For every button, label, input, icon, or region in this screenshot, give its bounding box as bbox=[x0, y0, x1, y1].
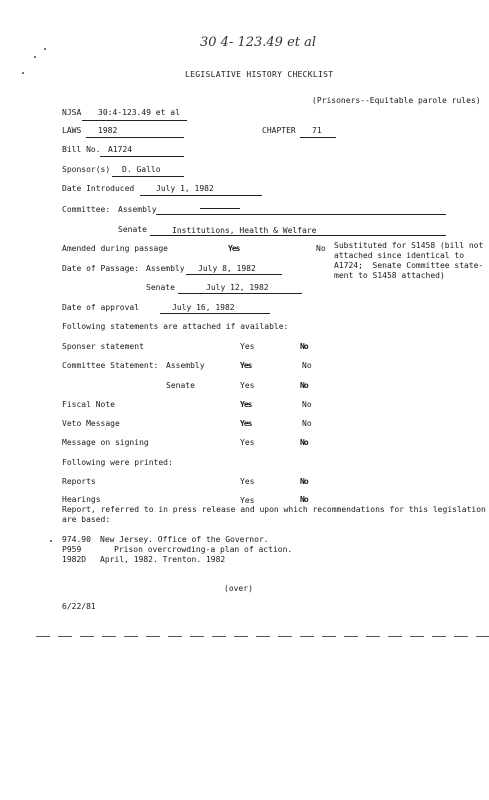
date-introduced-label: Date Introduced bbox=[62, 184, 135, 193]
approval-label: Date of approval bbox=[62, 303, 140, 312]
call-number-1: 974.90 bbox=[62, 535, 91, 544]
chapter-underline bbox=[300, 137, 336, 138]
statement-no-struck: No bbox=[300, 381, 308, 390]
call-number-2: P959 bbox=[62, 545, 82, 554]
statement-sub-label: Assembly bbox=[166, 361, 205, 370]
passage-assembly-label: Assembly bbox=[146, 264, 185, 273]
statement-label: Sponser statement bbox=[62, 342, 144, 351]
dash-segment bbox=[190, 636, 204, 637]
citation-line-3: April, 1982. Trenton. 1982 bbox=[100, 555, 226, 564]
statement-yes: Yes bbox=[240, 438, 255, 447]
scan-speck bbox=[50, 540, 52, 542]
dash-segment bbox=[410, 636, 424, 637]
statement-yes-struck: Yes bbox=[240, 400, 252, 409]
senate-committee-value: Institutions, Health & Welfare bbox=[172, 226, 317, 235]
date-introduced-underline bbox=[140, 195, 262, 196]
laws-value: 1982 bbox=[98, 126, 118, 135]
statement-no: No bbox=[302, 361, 312, 370]
laws-underline bbox=[86, 137, 184, 138]
citation-line-1: New Jersey. Office of the Governor. bbox=[100, 535, 269, 544]
dash-segment bbox=[300, 636, 314, 637]
printed-label: Hearings bbox=[62, 495, 101, 504]
amended-no: No bbox=[316, 244, 326, 253]
bill-value: A1724 bbox=[108, 145, 133, 154]
njsa-value: 30:4-123.49 et al bbox=[98, 108, 180, 117]
sponsor-label: Sponsor(s) bbox=[62, 165, 111, 174]
printed-yes: Yes bbox=[240, 496, 255, 505]
statement-label: Committee Statement: bbox=[62, 361, 159, 370]
approval-underline bbox=[160, 313, 270, 314]
approval-value: July 16, 1982 bbox=[172, 303, 235, 312]
njsa-underline bbox=[82, 120, 187, 121]
scan-speck bbox=[44, 48, 46, 50]
dash-segment bbox=[212, 636, 226, 637]
subject-parenthetical: (Prisoners--Equitable parole rules) bbox=[312, 96, 481, 105]
printed-intro: Following were printed: bbox=[62, 458, 173, 467]
dash-segment bbox=[58, 636, 72, 637]
statement-no: No bbox=[302, 419, 312, 428]
passage-senate-underline bbox=[178, 293, 302, 294]
sponsor-underline bbox=[112, 176, 184, 177]
senate-committee-underline bbox=[150, 235, 446, 236]
laws-label: LAWS bbox=[62, 126, 82, 135]
dash-segment bbox=[168, 636, 182, 637]
dash-segment bbox=[476, 636, 489, 637]
bill-underline bbox=[100, 156, 184, 157]
dash-segment bbox=[256, 636, 270, 637]
amended-yes-struck: Yes bbox=[228, 244, 240, 253]
dash-segment bbox=[454, 636, 468, 637]
sponsor-value: D. Gallo bbox=[122, 165, 161, 174]
dash-segment bbox=[322, 636, 336, 637]
bill-label: Bill No. bbox=[62, 145, 101, 154]
passage-senate-value: July 12, 1982 bbox=[206, 283, 269, 292]
committee-assembly-label: Assembly bbox=[118, 205, 157, 214]
report-note: Report, referred to in press release and upon which recommendations for this legislation are based: bbox=[62, 505, 486, 524]
over-note: (over) bbox=[224, 584, 253, 593]
dash-segment bbox=[36, 636, 50, 637]
amended-label: Amended during passage bbox=[62, 244, 168, 253]
chapter-value: 71 bbox=[312, 126, 322, 135]
committee-label: Committee: bbox=[62, 205, 111, 214]
dash-segment bbox=[102, 636, 116, 637]
statement-no: No bbox=[302, 400, 312, 409]
committee-assembly-mark bbox=[200, 208, 240, 209]
footer-date: 6/22/81 bbox=[62, 602, 96, 611]
dash-segment bbox=[146, 636, 160, 637]
call-number-3: 1982D bbox=[62, 555, 87, 564]
citation-line-2: Prison overcrowding-a plan of action. bbox=[114, 545, 293, 554]
scan-speck bbox=[22, 72, 24, 74]
scan-speck bbox=[34, 56, 36, 58]
date-introduced-value: July 1, 1982 bbox=[156, 184, 214, 193]
printed-no-struck: No bbox=[300, 477, 308, 486]
passage-assembly-underline bbox=[186, 274, 282, 275]
printed-yes: Yes bbox=[240, 477, 255, 486]
dash-segment bbox=[432, 636, 446, 637]
statement-label: Fiscal Note bbox=[62, 400, 115, 409]
dash-segment bbox=[80, 636, 94, 637]
statement-yes: Yes bbox=[240, 381, 255, 390]
chapter-label: CHAPTER bbox=[262, 126, 296, 135]
substituted-note: Substituted for S1458 (bill not attached since identical to A1724; Senate Committee state- ment to S1458 attached) bbox=[334, 241, 484, 280]
dash-segment bbox=[388, 636, 402, 637]
dash-segment bbox=[278, 636, 292, 637]
handwritten-reference: 30 4- 123.49 et al bbox=[200, 35, 317, 50]
dash-segment bbox=[366, 636, 380, 637]
statement-sub-label: Senate bbox=[166, 381, 195, 390]
page-title: LEGISLATIVE HISTORY CHECKLIST bbox=[185, 70, 334, 79]
dash-segment bbox=[124, 636, 138, 637]
committee-senate-label: Senate bbox=[118, 225, 147, 234]
statements-intro: Following statements are attached if available: bbox=[62, 322, 289, 331]
dash-segment bbox=[344, 636, 358, 637]
printed-no-struck: No bbox=[300, 495, 308, 504]
statement-yes-struck: Yes bbox=[240, 419, 252, 428]
njsa-label: NJSA bbox=[62, 108, 82, 117]
statement-label: Veto Message bbox=[62, 419, 120, 428]
statement-no-struck: No bbox=[300, 342, 308, 351]
committee-assembly-underline bbox=[156, 214, 446, 215]
passage-assembly-value: July 8, 1982 bbox=[198, 264, 256, 273]
statement-yes: Yes bbox=[240, 342, 255, 351]
statement-label: Message on signing bbox=[62, 438, 149, 447]
dash-segment bbox=[234, 636, 248, 637]
statement-no-struck: No bbox=[300, 438, 308, 447]
passage-label: Date of Passage: bbox=[62, 264, 140, 273]
statement-yes-struck: Yes bbox=[240, 361, 252, 370]
printed-label: Reports bbox=[62, 477, 96, 486]
passage-senate-label: Senate bbox=[146, 283, 175, 292]
